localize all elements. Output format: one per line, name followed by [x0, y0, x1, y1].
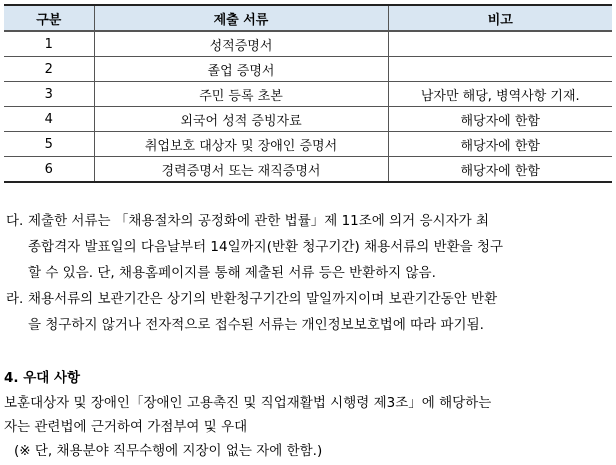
table-row [4, 82, 612, 107]
item-da-marker: 다. [6, 213, 24, 229]
section-4-body [4, 390, 612, 462]
row-document: 성적증명서 [94, 31, 388, 57]
header-category: 구분 [4, 5, 94, 31]
row-document: 졸업 증명서 [94, 57, 388, 82]
row-note [388, 57, 612, 82]
row-note: 해당자에 한함 [388, 157, 612, 183]
table-row [4, 31, 612, 57]
section-4-note: (※ 단, 채용분야 직무수행에 지장이 없는 자에 한함.) [14, 443, 323, 459]
item-ra-paragraph [6, 286, 612, 338]
item-da-line: 제출한 서류는 「채용절차의 공정화에 관한 법률」제 11조에 의거 응시자가 최 [28, 213, 489, 229]
section-4-line: 보훈대상자 및 장애인「장애인 고용촉진 및 직업재활법 시행령 제3조」에 해당하는 [4, 395, 492, 411]
row-number: 4 [4, 107, 94, 132]
header-documents: 제출 서류 [94, 5, 388, 31]
row-document: 주민 등록 초본 [94, 82, 388, 107]
row-number: 3 [4, 82, 94, 107]
row-note: 해당자에 한함 [388, 107, 612, 132]
row-note: 해당자에 한함 [388, 132, 612, 157]
item-da-paragraph [6, 208, 612, 286]
row-number: 5 [4, 132, 94, 157]
row-number: 1 [4, 31, 94, 57]
row-note: 남자만 해당, 병역사항 기재. [388, 82, 612, 107]
item-ra-line: 을 청구하지 않거나 전자적으로 접수된 서류는 개인정보보호법에 따라 파기됨. [28, 317, 484, 333]
row-document: 경력증명서 또는 재직증명서 [94, 157, 388, 183]
section-4-title: 4. 우대 사항 [4, 370, 81, 386]
table-row [4, 57, 612, 82]
table-row [4, 157, 612, 183]
section-4-line: 자는 관련법에 근거하여 가점부여 및 우대 [4, 419, 248, 435]
table-row [4, 107, 612, 132]
row-number: 2 [4, 57, 94, 82]
item-da-line: 할 수 있음. 단, 채용홈페이지를 통해 제출된 서류 등은 반환하지 않음. [28, 265, 436, 281]
table-header-row [4, 5, 612, 31]
item-ra-line: 채용서류의 보관기간은 상기의 반환청구기간의 말일까지이며 보관기간동안 반환 [28, 291, 498, 307]
item-da-line: 종합격자 발표일의 다음날부터 14일까지(반환 청구기간) 채용서류의 반환을 청구 [28, 239, 504, 255]
row-note [388, 31, 612, 57]
item-ra-marker: 라. [6, 291, 24, 307]
row-number: 6 [4, 157, 94, 183]
header-remarks: 비고 [388, 5, 612, 31]
table-row [4, 132, 612, 157]
submission-documents-table [4, 4, 612, 183]
row-document: 취업보호 대상자 및 장애인 증명서 [94, 132, 388, 157]
row-document: 외국어 성적 증빙자료 [94, 107, 388, 132]
